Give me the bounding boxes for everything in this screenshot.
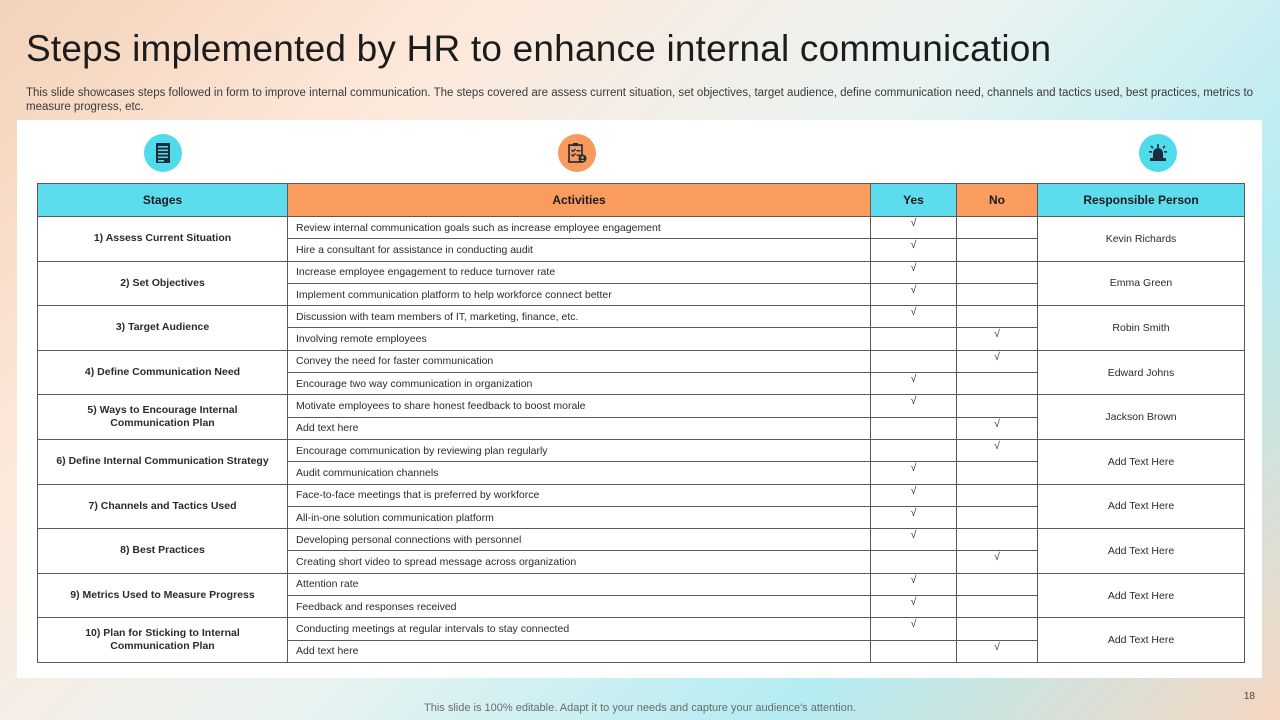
activity-cell: Encourage communication by reviewing plan regularly bbox=[288, 439, 871, 461]
stage-cell: 2) Set Objectives bbox=[38, 261, 288, 306]
responsible-person-cell: Add Text Here bbox=[1038, 529, 1245, 574]
table-row bbox=[38, 395, 1245, 417]
activity-cell: Add text here bbox=[288, 640, 871, 662]
stage-cell: 3) Target Audience bbox=[38, 306, 288, 351]
activity-cell: Creating short video to spread message across organization bbox=[288, 551, 871, 573]
table-row bbox=[38, 529, 1245, 551]
communication-steps-table bbox=[37, 183, 1245, 663]
yes-check-cell: √ bbox=[871, 217, 957, 239]
no-check-cell bbox=[957, 395, 1038, 417]
activity-cell: Attention rate bbox=[288, 573, 871, 595]
stage-cell: 1) Assess Current Situation bbox=[38, 217, 288, 262]
no-check-cell: √ bbox=[957, 350, 1038, 372]
responsible-person-cell: Kevin Richards bbox=[1038, 217, 1245, 262]
responsible-person-cell: Edward Johns bbox=[1038, 350, 1245, 395]
page-number: 18 bbox=[1243, 691, 1255, 702]
no-check-cell: √ bbox=[957, 551, 1038, 573]
no-check-cell bbox=[957, 618, 1038, 640]
yes-check-cell: √ bbox=[871, 596, 957, 618]
no-check-cell bbox=[957, 306, 1038, 328]
stage-cell: 7) Channels and Tactics Used bbox=[38, 484, 288, 529]
table-row bbox=[38, 618, 1245, 640]
yes-check-cell: √ bbox=[871, 462, 957, 484]
table-row bbox=[38, 484, 1245, 506]
yes-check-cell: √ bbox=[871, 261, 957, 283]
table-row bbox=[38, 350, 1245, 372]
yes-check-cell: √ bbox=[871, 506, 957, 528]
content-panel bbox=[17, 120, 1262, 678]
activity-cell: Convey the need for faster communication bbox=[288, 350, 871, 372]
yes-check-cell: √ bbox=[871, 529, 957, 551]
no-check-cell: √ bbox=[957, 439, 1038, 461]
responsible-person-cell: Add Text Here bbox=[1038, 484, 1245, 529]
activity-cell: Motivate employees to share honest feedback to boost morale bbox=[288, 395, 871, 417]
yes-check-cell bbox=[871, 328, 957, 350]
no-check-cell bbox=[957, 529, 1038, 551]
slide-subtitle: This slide showcases steps followed in form to improve internal communication. The steps covered are assess current situation, set objectives, target audience, define communication need, channels and tactics used, best practices, metrics to measure progress, etc. bbox=[26, 87, 1254, 113]
responsible-person-cell: Add Text Here bbox=[1038, 573, 1245, 618]
no-check-cell bbox=[957, 261, 1038, 283]
activity-cell: Review internal communication goals such as increase employee engagement bbox=[288, 217, 871, 239]
no-check-cell bbox=[957, 217, 1038, 239]
list-document-icon bbox=[144, 134, 182, 172]
stage-cell: 8) Best Practices bbox=[38, 529, 288, 574]
activity-cell: Audit communication channels bbox=[288, 462, 871, 484]
yes-check-cell: √ bbox=[871, 395, 957, 417]
activity-cell: Increase employee engagement to reduce turnover rate bbox=[288, 261, 871, 283]
yes-check-cell: √ bbox=[871, 618, 957, 640]
responsible-person-cell: Jackson Brown bbox=[1038, 395, 1245, 440]
header-activities: Activities bbox=[288, 184, 871, 217]
no-check-cell: √ bbox=[957, 640, 1038, 662]
table-row bbox=[38, 573, 1245, 595]
responsible-person-cell: Emma Green bbox=[1038, 261, 1245, 306]
no-check-cell bbox=[957, 596, 1038, 618]
yes-check-cell: √ bbox=[871, 373, 957, 395]
activity-cell: Developing personal connections with personnel bbox=[288, 529, 871, 551]
yes-check-cell: √ bbox=[871, 306, 957, 328]
header-responsible-person: Responsible Person bbox=[1038, 184, 1245, 217]
activity-cell: Face-to-face meetings that is preferred by workforce bbox=[288, 484, 871, 506]
no-check-cell bbox=[957, 506, 1038, 528]
activity-cell: Add text here bbox=[288, 417, 871, 439]
activity-cell: Implement communication platform to help workforce connect better bbox=[288, 283, 871, 305]
yes-check-cell: √ bbox=[871, 283, 957, 305]
yes-check-cell bbox=[871, 439, 957, 461]
slide-title: Steps implemented by HR to enhance internal communication bbox=[26, 28, 1052, 69]
alarm-siren-icon bbox=[1139, 134, 1177, 172]
stage-cell: 9) Metrics Used to Measure Progress bbox=[38, 573, 288, 618]
yes-check-cell: √ bbox=[871, 573, 957, 595]
no-check-cell: √ bbox=[957, 328, 1038, 350]
footer-note: This slide is 100% editable. Adapt it to your needs and capture your audience's attention. bbox=[424, 702, 856, 714]
stage-cell: 4) Define Communication Need bbox=[38, 350, 288, 395]
table-row bbox=[38, 439, 1245, 461]
header-yes: Yes bbox=[871, 184, 957, 217]
no-check-cell bbox=[957, 573, 1038, 595]
yes-check-cell bbox=[871, 350, 957, 372]
activity-cell: All-in-one solution communication platform bbox=[288, 506, 871, 528]
stage-cell: 10) Plan for Sticking to Internal Communication Plan bbox=[38, 618, 288, 663]
table-row bbox=[38, 217, 1245, 239]
yes-check-cell bbox=[871, 640, 957, 662]
no-check-cell bbox=[957, 239, 1038, 261]
table-row bbox=[38, 306, 1245, 328]
stage-cell: 6) Define Internal Communication Strategy bbox=[38, 439, 288, 484]
responsible-person-cell: Robin Smith bbox=[1038, 306, 1245, 351]
activity-cell: Encourage two way communication in organization bbox=[288, 373, 871, 395]
no-check-cell bbox=[957, 283, 1038, 305]
header-stages: Stages bbox=[38, 184, 288, 217]
no-check-cell bbox=[957, 373, 1038, 395]
no-check-cell: √ bbox=[957, 417, 1038, 439]
checklist-clipboard-icon bbox=[558, 134, 596, 172]
header-no: No bbox=[957, 184, 1038, 217]
yes-check-cell: √ bbox=[871, 239, 957, 261]
yes-check-cell bbox=[871, 417, 957, 439]
table-header-row bbox=[38, 184, 1245, 217]
activity-cell: Feedback and responses received bbox=[288, 596, 871, 618]
table-row bbox=[38, 261, 1245, 283]
activity-cell: Hire a consultant for assistance in conducting audit bbox=[288, 239, 871, 261]
no-check-cell bbox=[957, 484, 1038, 506]
activity-cell: Involving remote employees bbox=[288, 328, 871, 350]
yes-check-cell bbox=[871, 551, 957, 573]
responsible-person-cell: Add Text Here bbox=[1038, 618, 1245, 663]
activity-cell: Conducting meetings at regular intervals to stay connected bbox=[288, 618, 871, 640]
yes-check-cell: √ bbox=[871, 484, 957, 506]
no-check-cell bbox=[957, 462, 1038, 484]
stage-cell: 5) Ways to Encourage Internal Communication Plan bbox=[38, 395, 288, 440]
activity-cell: Discussion with team members of IT, marketing, finance, etc. bbox=[288, 306, 871, 328]
responsible-person-cell: Add Text Here bbox=[1038, 439, 1245, 484]
